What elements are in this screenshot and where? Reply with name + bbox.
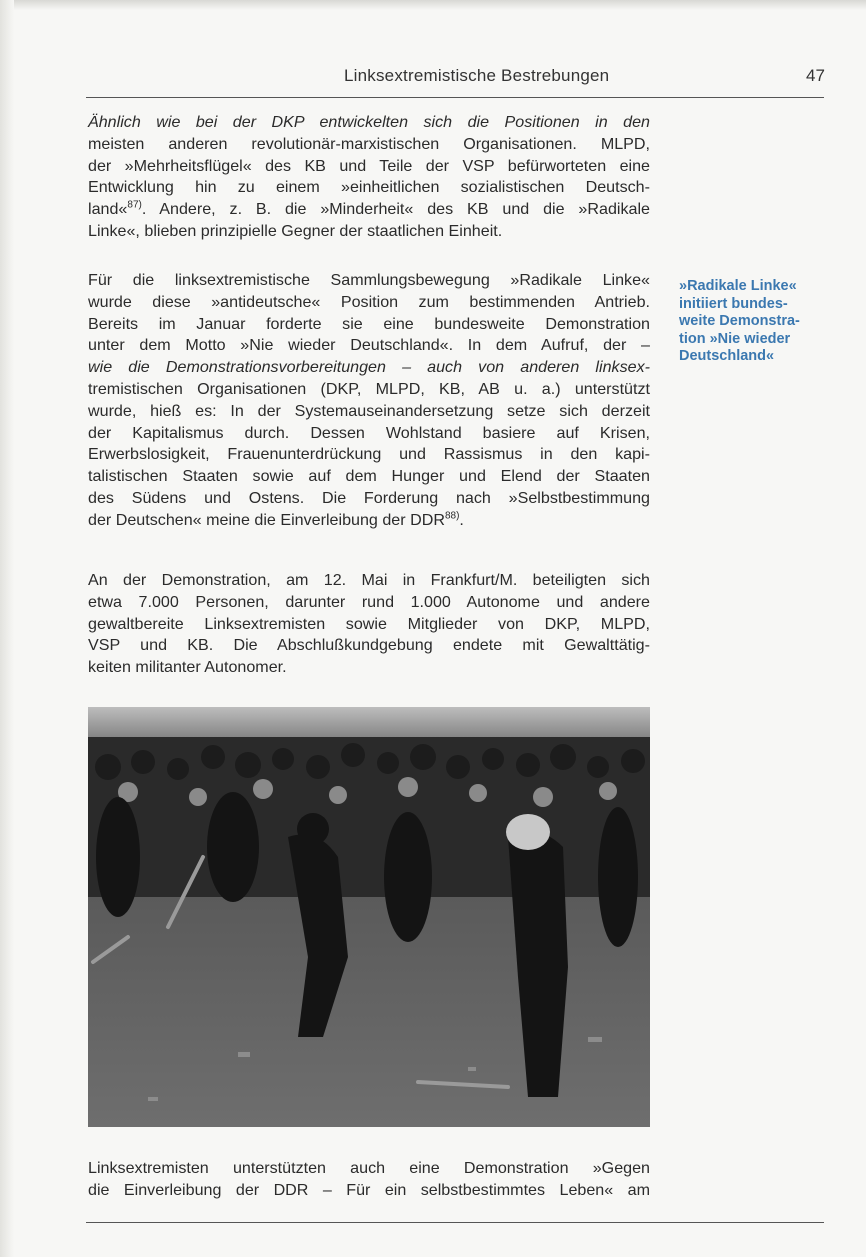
margin-note-line: weite Demonstra- <box>679 313 800 329</box>
page-number: 47 <box>806 66 825 85</box>
margin-note <box>679 278 829 366</box>
paragraph-line: meisten anderen revolutionär-marxistischen Organisationen. MLPD, <box>88 134 650 153</box>
demonstration-photo <box>88 707 650 1127</box>
caption-line: Linksextremisten unterstützten auch eine Demonstration »Gegen <box>88 1159 650 1177</box>
margin-note-line: tion »Nie wieder <box>679 330 791 347</box>
paragraph-line: der »Mehrheitsflügel« des KB und Teile der VSP befürworteten eine <box>88 156 650 175</box>
paragraph-line: VSP und KB. Die Abschlußkundgebung endete mit Gewalttätig- <box>88 636 650 655</box>
footer-divider <box>86 1222 824 1223</box>
paragraph-3 <box>88 570 650 679</box>
paragraph-line: Bereits im Januar forderte sie eine bundesweite Demonstration <box>88 314 650 333</box>
paragraph-line: wurde, hieß es: In der Systemauseinandersetzung setze sich derzeit <box>88 401 650 420</box>
paragraph-line: Linke«, blieben prinzipielle Gegner der staatlichen Einheit. <box>88 221 503 240</box>
paragraph-2 <box>88 270 650 532</box>
margin-note-line: Deutschland« <box>679 348 775 364</box>
caption-line: die Einverleibung der DDR – Für ein selbstbestimmtes Leben« am <box>88 1180 650 1199</box>
paragraph-1 <box>88 112 650 243</box>
header-divider <box>86 97 824 98</box>
paragraph-line: der Kapitalismus durch. Dessen Wohlstand basiere auf Krisen, <box>88 423 650 442</box>
paragraph-line: tremistischen Organisationen (DKP, MLPD, KB, AB u. a.) unterstützt <box>88 379 650 398</box>
photo-caption <box>88 1158 650 1202</box>
paragraph-line: Ähnlich wie bei der DKP entwickelten sich die Positionen in den <box>88 113 650 131</box>
paragraph-line: Entwicklung hin zu einem »einheitlichen sozialistischen Deutsch- <box>88 178 650 197</box>
paragraph-line: Erwerbslosigkeit, Frauenunterdrückung und Rassismus in den kapi- <box>88 445 650 464</box>
paragraph-line: land«$^{87)}$. Andere, z. B. die »Minderheit« des KB und die »Radikale <box>88 199 650 219</box>
paragraph-line: der Deutschen« meine die Einverleibung der DDR$^{88)}$. <box>88 510 464 529</box>
paragraph-line: etwa 7.000 Personen, darunter rund 1.000 Autonome und andere <box>88 592 650 611</box>
paragraph-line: des Südens und Ostens. Die Forderung nach »Selbstbestimmung <box>88 488 650 507</box>
photo-illustration <box>88 707 650 1127</box>
paragraph-line: keiten militanter Autonomer. <box>88 658 287 677</box>
paragraph-line: wie die Demonstrationsvorbereitungen – auch von anderen linksex- <box>88 358 650 377</box>
scan-shadow-left <box>0 0 14 1257</box>
footnote-ref-87[interactable]: 87) <box>127 199 142 211</box>
paragraph-line: An der Demonstration, am 12. Mai in Frankfurt/M. beteiligten sich <box>88 571 650 589</box>
footnote-ref-88[interactable]: 88) <box>444 510 460 522</box>
running-header-title: Linksextremistische Bestrebungen <box>344 66 610 85</box>
scan-shadow-top <box>0 0 866 10</box>
paragraph-line: talistischen Staaten sowie auf dem Hunger und Elend der Staaten <box>88 467 650 486</box>
paragraph-line: Für die linksextremistische Sammlungsbewegung »Radikale Linke« <box>88 271 650 289</box>
paragraph-line: unter dem Motto »Nie wieder Deutschland«. In dem Aufruf, der – <box>88 336 650 355</box>
paragraph-line: gewaltbereite Linksextremisten sowie Mitglieder von DKP, MLPD, <box>88 614 650 633</box>
paragraph-line: wurde diese »antideutsche« Position zum bestimmenden Antrieb. <box>88 292 650 311</box>
margin-note-line: »Radikale Linke« <box>679 278 797 294</box>
margin-note-line: initiiert bundes- <box>679 295 788 312</box>
